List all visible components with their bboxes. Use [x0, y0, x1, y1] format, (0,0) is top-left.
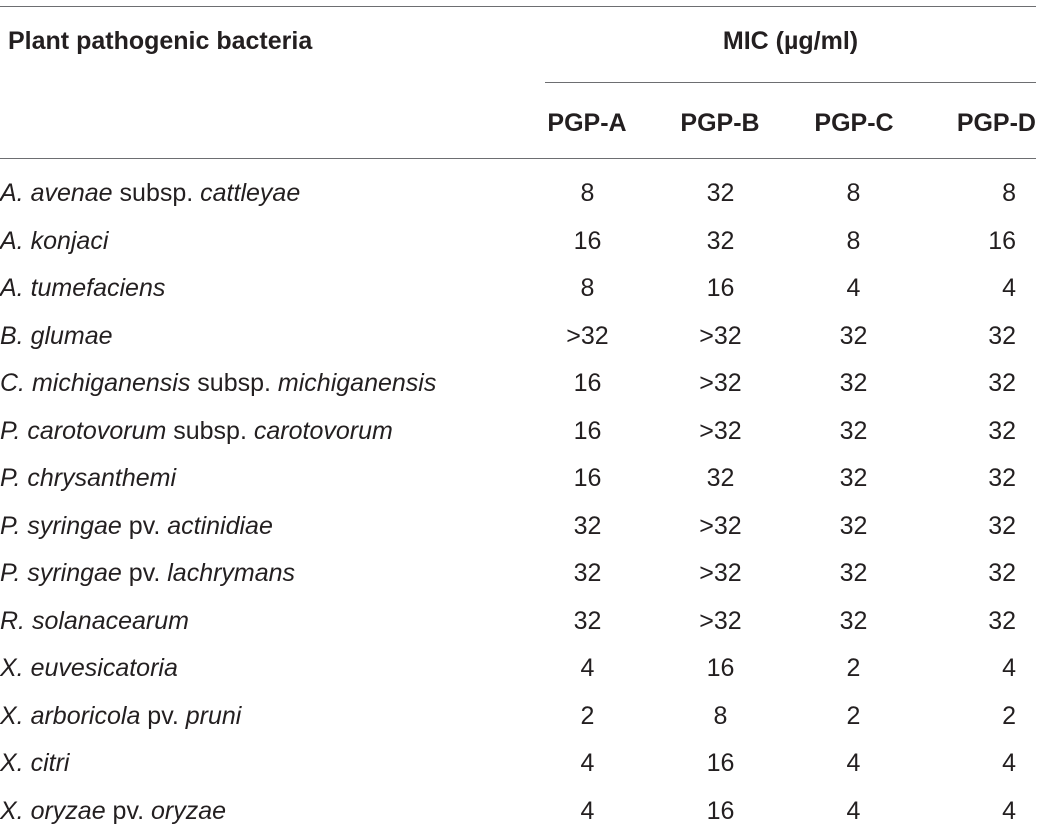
mic-value-pgp-d: 32 [920, 313, 1016, 361]
column-header-pgp-a: PGP-A [522, 108, 652, 138]
mic-value-pgp-c: 32 [787, 503, 920, 551]
species-name-italic: X. arboricola [0, 702, 140, 730]
mic-value-pgp-a: 16 [521, 360, 654, 408]
species-name-italic: oryzae [151, 797, 226, 825]
top-rule [0, 6, 1036, 7]
table-rows [0, 170, 1016, 835]
mic-value-pgp-d: 32 [920, 408, 1016, 456]
table-row [0, 265, 1016, 313]
species-cell [0, 313, 521, 361]
mic-value-pgp-a: 16 [521, 218, 654, 266]
species-column-header: Plant pathogenic bacteria [8, 26, 312, 56]
mic-value-pgp-b: 8 [654, 693, 787, 741]
mic-value-pgp-b: >32 [654, 313, 787, 361]
mic-value-pgp-a: 8 [521, 170, 654, 218]
table-row [0, 408, 1016, 456]
mic-value-pgp-d: 2 [920, 693, 1016, 741]
mic-value-pgp-b: 16 [654, 740, 787, 788]
mic-value-pgp-c: 32 [787, 408, 920, 456]
species-qualifier: subsp. [113, 179, 201, 207]
mic-value-pgp-a: 16 [521, 455, 654, 503]
mic-value-pgp-b: >32 [654, 503, 787, 551]
mic-value-pgp-a: 4 [521, 788, 654, 835]
species-name-italic: carotovorum [254, 417, 393, 445]
mic-value-pgp-c: 4 [787, 265, 920, 313]
mic-value-pgp-b: 32 [654, 218, 787, 266]
species-cell [0, 408, 521, 456]
table-row [0, 503, 1016, 551]
species-cell [0, 598, 521, 646]
table-row [0, 598, 1016, 646]
mic-value-pgp-c: 4 [787, 788, 920, 835]
mic-value-pgp-b: >32 [654, 360, 787, 408]
species-qualifier: pv. [106, 797, 151, 825]
mic-value-pgp-c: 32 [787, 360, 920, 408]
species-qualifier: subsp. [190, 369, 278, 397]
mic-value-pgp-c: 8 [787, 218, 920, 266]
mic-value-pgp-c: 32 [787, 313, 920, 361]
species-cell [0, 645, 521, 693]
mic-value-pgp-a: 4 [521, 645, 654, 693]
species-cell [0, 218, 521, 266]
species-name-italic: R. solanacearum [0, 607, 189, 635]
table-row [0, 645, 1016, 693]
table-row [0, 218, 1016, 266]
table-row [0, 360, 1016, 408]
mic-value-pgp-d: 32 [920, 503, 1016, 551]
mic-value-pgp-a: 32 [521, 598, 654, 646]
mic-value-pgp-c: 32 [787, 455, 920, 503]
mic-value-pgp-d: 32 [920, 360, 1016, 408]
table-row [0, 788, 1016, 835]
species-name-italic: A. konjaci [0, 227, 108, 255]
mic-value-pgp-c: 4 [787, 740, 920, 788]
species-cell [0, 265, 521, 313]
species-name-italic: X. oryzae [0, 797, 106, 825]
species-name-italic: P. chrysanthemi [0, 464, 176, 492]
mic-value-pgp-c: 8 [787, 170, 920, 218]
mic-value-pgp-d: 4 [920, 740, 1016, 788]
mic-value-pgp-b: 16 [654, 265, 787, 313]
mic-value-pgp-a: 16 [521, 408, 654, 456]
mic-value-pgp-b: 32 [654, 170, 787, 218]
mic-value-pgp-d: 32 [920, 455, 1016, 503]
table-row [0, 170, 1016, 218]
table-row [0, 455, 1016, 503]
mic-value-pgp-d: 32 [920, 550, 1016, 598]
mic-value-pgp-c: 2 [787, 693, 920, 741]
species-name-italic: A. tumefaciens [0, 274, 165, 302]
species-cell [0, 693, 521, 741]
mic-value-pgp-b: 16 [654, 645, 787, 693]
mic-value-pgp-d: 32 [920, 598, 1016, 646]
mic-value-pgp-b: 32 [654, 455, 787, 503]
mic-value-pgp-a: 2 [521, 693, 654, 741]
species-cell [0, 788, 521, 835]
species-cell [0, 170, 521, 218]
mic-value-pgp-c: 32 [787, 550, 920, 598]
species-cell [0, 740, 521, 788]
species-cell [0, 503, 521, 551]
mic-value-pgp-b: 16 [654, 788, 787, 835]
species-cell [0, 360, 521, 408]
table-row [0, 550, 1016, 598]
species-name-italic: cattleyae [200, 179, 300, 207]
mic-value-pgp-a: >32 [521, 313, 654, 361]
table-row [0, 313, 1016, 361]
mic-value-pgp-d: 8 [920, 170, 1016, 218]
mic-value-pgp-a: 8 [521, 265, 654, 313]
species-name-italic: actinidiae [167, 512, 273, 540]
species-cell [0, 455, 521, 503]
column-header-pgp-c: PGP-C [789, 108, 919, 138]
species-name-italic: P. carotovorum [0, 417, 166, 445]
species-name-italic: P. syringae [0, 559, 122, 587]
species-name-italic: A. avenae [0, 179, 113, 207]
mic-value-pgp-c: 32 [787, 598, 920, 646]
species-name-italic: P. syringae [0, 512, 122, 540]
species-name-italic: B. glumae [0, 322, 113, 350]
mic-value-pgp-d: 4 [920, 265, 1016, 313]
mic-value-pgp-d: 4 [920, 645, 1016, 693]
mic-value-pgp-a: 32 [521, 503, 654, 551]
mic-value-pgp-d: 16 [920, 218, 1016, 266]
mic-value-pgp-a: 4 [521, 740, 654, 788]
species-name-italic: C. michiganensis [0, 369, 190, 397]
species-qualifier: pv. [140, 702, 185, 730]
mic-value-pgp-b: >32 [654, 598, 787, 646]
species-qualifier: pv. [122, 512, 167, 540]
mic-value-pgp-c: 2 [787, 645, 920, 693]
mic-value-pgp-a: 32 [521, 550, 654, 598]
species-name-italic: X. citri [0, 749, 69, 777]
mic-group-rule [545, 82, 1036, 83]
species-qualifier: pv. [122, 559, 167, 587]
species-qualifier: subsp. [166, 417, 254, 445]
species-cell [0, 550, 521, 598]
table-row [0, 740, 1016, 788]
table-row [0, 693, 1016, 741]
column-header-pgp-d: PGP-D [920, 108, 1036, 138]
column-header-pgp-b: PGP-B [655, 108, 785, 138]
table-body [0, 170, 1016, 835]
mic-value-pgp-b: >32 [654, 408, 787, 456]
header-rule [0, 158, 1036, 159]
mic-value-pgp-d: 4 [920, 788, 1016, 835]
species-name-italic: michiganensis [278, 369, 436, 397]
species-name-italic: lachrymans [167, 559, 295, 587]
species-name-italic: X. euvesicatoria [0, 654, 178, 682]
mic-group-header: MIC (µg/ml) [545, 26, 1036, 56]
mic-value-pgp-b: >32 [654, 550, 787, 598]
species-name-italic: pruni [186, 702, 242, 730]
